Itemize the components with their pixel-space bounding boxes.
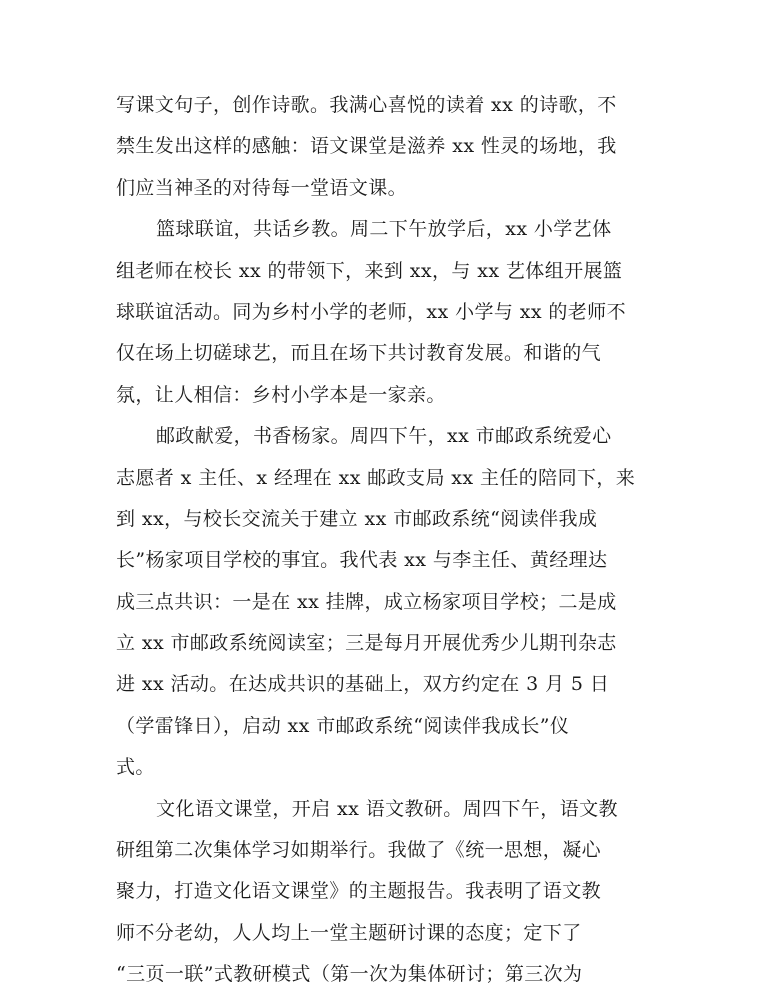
text-line: 写课文句子，创作诗歌。我满心喜悦的读着 xx 的诗歌，不: [116, 94, 617, 116]
text-line: 立 xx 市邮政系统阅读室；三是每月开展优秀少儿期刊杂志: [116, 632, 617, 655]
text-line: 聚力，打造文化语文课堂》的主题报告。我表明了语文教: [116, 880, 602, 903]
text-line: 师不分老幼，人人均上一堂主题研讨课的态度；定下了: [116, 921, 582, 944]
text-line: 到 xx，与校长交流关于建立 xx 市邮政系统“阅读伴我成: [116, 507, 598, 530]
text-line: 长”杨家项目学校的事宜。我代表 xx 与李主任、黄经理达: [116, 549, 608, 572]
text-line: 进 xx 活动。在达成共识的基础上，双方约定在 3 月 5 日: [116, 673, 610, 696]
text-line: （学雷锋日），启动 xx 市邮政系统“阅读伴我成长”仪: [116, 714, 570, 737]
text-line: 式。: [116, 756, 155, 779]
text-line: 禁生发出这样的感触：语文课堂是滋养 xx 性灵的场地，我: [116, 135, 617, 158]
text-line: 仅在场上切磋球艺，而且在场下共讨教育发展。和谐的气: [116, 342, 602, 365]
text-line: 志愿者 x 主任、x 经理在 xx 邮政支局 xx 主任的陪同下，来: [116, 466, 636, 489]
paragraph-first-line: 篮球联谊，共话乡教。周二下午放学后，xx 小学艺体: [156, 218, 612, 241]
text-line: 研组第二次集体学习如期举行。我做了《统一思想，凝心: [116, 839, 602, 862]
paragraph-first-line: 文化语文课堂，开启 xx 语文教研。周四下午，语文教: [156, 797, 618, 820]
text-line: 成三点共识：一是在 xx 挂牌，成立杨家项目学校；二是成: [116, 590, 617, 613]
text-line: 球联谊活动。同为乡村小学的老师，xx 小学与 xx 的老师不: [116, 300, 626, 323]
text-line: 氛，让人相信：乡村小学本是一家亲。: [116, 383, 446, 406]
text-line: 组老师在校长 xx 的带领下，来到 xx，与 xx 艺体组开展篮: [116, 259, 623, 282]
text-line: 们应当神圣的对待每一堂语文课。: [116, 176, 408, 199]
document-body: [116, 85, 652, 996]
text-line: “三页一联”式教研模式（第一次为集体研讨；第三次为: [116, 963, 583, 986]
paragraph-first-line: 邮政献爱，书香杨家。周四下午，xx 市邮政系统爱心: [156, 425, 612, 448]
